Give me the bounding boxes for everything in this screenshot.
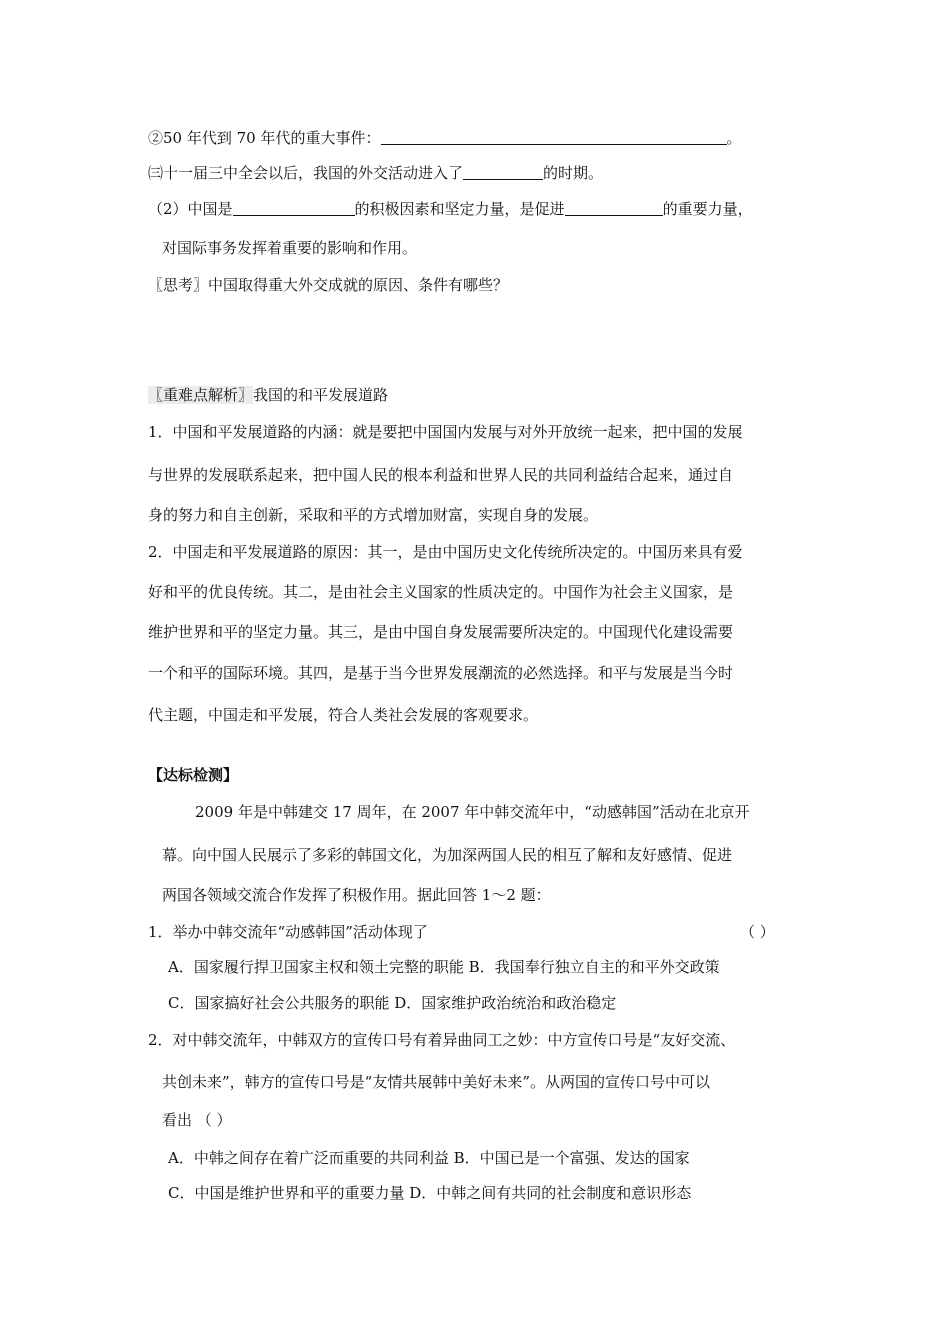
line-text: ： <box>365 129 381 147</box>
q2-options-ab[interactable]: A．中韩之间存在着广泛而重要的共同利益 B．中国已是一个富强、发达的国家 <box>168 1149 690 1167</box>
line-text: 的积极因素和坚定力量，是促进 <box>354 200 565 218</box>
test-intro-line: 幕。向中国人民展示了多彩的韩国文化，为加深两国人民的相互了解和友好感情、促进 <box>162 846 733 864</box>
answer-blank[interactable] <box>381 129 727 145</box>
question-line-reform <box>148 163 603 183</box>
line-text: 的时期。 <box>543 164 604 182</box>
line-text: 。 <box>726 129 742 147</box>
line-text: ㈢十一届三中全会以后，我国的外交活动进入了 <box>148 164 464 182</box>
analysis-p2-line: 代主题，中国走和平发展，符合人类社会发展的客观要求。 <box>148 706 539 724</box>
q1-stem: 1．举办中韩交流年“动感韩国”活动体现了 <box>148 923 428 941</box>
test-intro-line: 两国各领域交流合作发挥了积极作用。据此回答 1～2 题： <box>162 886 551 904</box>
analysis-p2-line: 好和平的优良传统。其二，是由社会主义国家的性质决定的。中国作为社会主义国家，是 <box>148 583 734 601</box>
analysis-tag: 〖重难点解析〗 <box>148 386 254 404</box>
analysis-p1-line: 1．中国和平发展道路的内涵：就是要把中国国内发展与对外开放统一起来，把中国的发展 <box>148 423 743 441</box>
analysis-p2-line: 一个和平的国际环境。其四，是基于当今世界发展潮流的必然选择。和平与发展是当今时 <box>148 664 734 682</box>
q1-answer-paren[interactable]: （ ） <box>740 923 775 941</box>
analysis-p2-line: 2．中国走和平发展道路的原因：其一，是由中国历史文化传统所决定的。中国历来具有爱 <box>148 543 743 561</box>
q1-options-ab[interactable]: A．国家履行捍卫国家主权和领土完整的职能 B．我国奉行独立自主的和平外交政策 <box>168 958 720 976</box>
line-text: ②50 年代到 70 年代的重大事件 <box>148 129 366 147</box>
q2-stem-line: 看出 （ ） <box>162 1111 232 1129</box>
test-intro-line: 2009 年是中韩建交 17 周年，在 2007 年中韩交流年中，“动感韩国”活动在北京开 <box>195 803 750 821</box>
q2-stem-line: 2．对中韩交流年，中韩双方的宣传口号有着异曲同工之妙：中方宣传口号是“友好交流、 <box>148 1031 736 1049</box>
q2-options-cd[interactable]: C．中国是维护世界和平的重要力量 D．中韩之间有共同的社会制度和意识形态 <box>168 1184 692 1202</box>
line-text: （2）中国是 <box>148 200 233 218</box>
q1-options-cd[interactable]: C．国家搞好社会公共服务的职能 D．国家维护政治统治和政治稳定 <box>168 994 617 1012</box>
question-line-continued: 对国际事务发挥着重要的影响和作用。 <box>162 239 418 257</box>
answer-blank[interactable] <box>463 164 543 180</box>
analysis-p2-line: 维护世界和平的坚定力量。其三，是由中国自身发展需要所决定的。中国现代化建设需要 <box>148 623 734 641</box>
analysis-heading <box>148 385 388 405</box>
answer-blank[interactable] <box>233 200 355 216</box>
line-text: 的重要力量， <box>662 200 753 218</box>
test-heading: 【达标检测】 <box>148 766 239 784</box>
question-line-events <box>148 128 742 148</box>
analysis-p1-line: 身的努力和自主创新，采取和平的方式增加财富，实现自身的发展。 <box>148 506 599 524</box>
analysis-p1-line: 与世界的发展联系起来，把中国人民的根本利益和世界人民的共同利益结合起来，通过自 <box>148 466 734 484</box>
q2-stem-line: 共创未来”，韩方的宣传口号是“友情共展韩中美好未来”。从两国的宣传口号中可以 <box>162 1073 711 1091</box>
analysis-title: 我国的和平发展道路 <box>253 386 389 404</box>
think-prompt: 〖思考〗中国取得重大外交成就的原因、条件有哪些？ <box>148 276 509 294</box>
question-line-china-role <box>148 199 753 219</box>
answer-blank[interactable] <box>565 200 663 216</box>
